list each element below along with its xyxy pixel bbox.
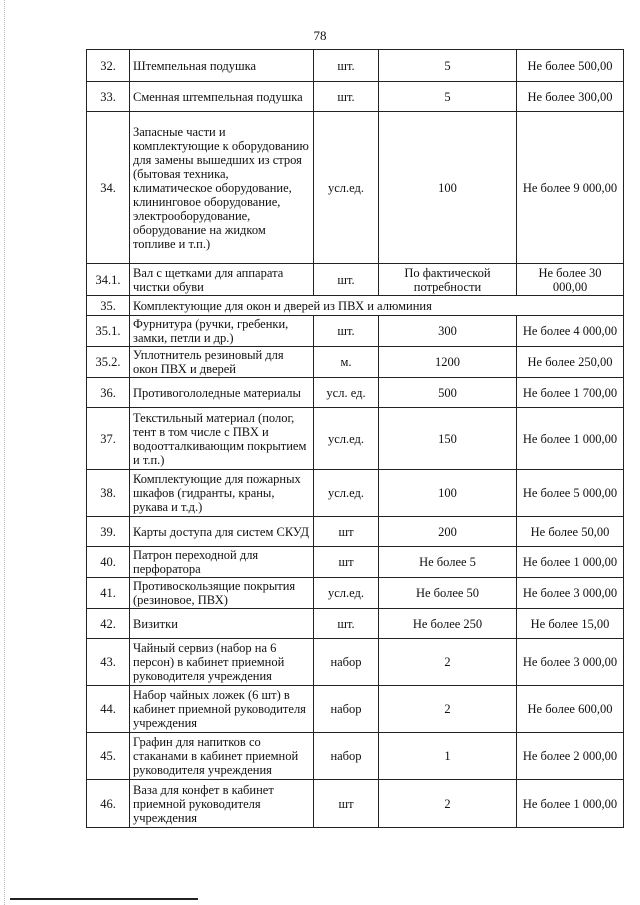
item-quantity: 200 <box>379 517 517 547</box>
item-quantity: 2 <box>379 686 517 733</box>
table-row <box>87 316 624 347</box>
row-number: 36. <box>87 378 130 408</box>
section-title: Комплектующие для окон и дверей из ПВХ и алюминия <box>130 296 624 316</box>
table-row <box>87 378 624 408</box>
item-unit: усл.ед. <box>314 112 379 264</box>
item-name: Патрон переходной для перфоратора <box>130 547 314 578</box>
item-quantity: Не более 250 <box>379 609 517 639</box>
item-name: Штемпельная подушка <box>130 50 314 82</box>
table-row <box>87 517 624 547</box>
item-quantity: 1200 <box>379 347 517 378</box>
item-unit: набор <box>314 733 379 780</box>
row-number: 32. <box>87 50 130 82</box>
item-name: Уплотнитель резиновый для окон ПВХ и дверей <box>130 347 314 378</box>
item-name: Комплектующие для пожарных шкафов (гидранты, краны, рукава и т.д.) <box>130 470 314 517</box>
row-number: 45. <box>87 733 130 780</box>
item-price: Не более 600,00 <box>517 686 624 733</box>
item-name: Противоскользящие покрытия (резиновое, ПВХ) <box>130 578 314 609</box>
row-number: 40. <box>87 547 130 578</box>
item-name: Вал с щетками для аппарата чистки обуви <box>130 264 314 296</box>
item-unit: усл.ед. <box>314 470 379 517</box>
item-quantity: Не более 50 <box>379 578 517 609</box>
item-quantity: 5 <box>379 82 517 112</box>
item-name: Ваза для конфет в кабинет приемной руководителя учреждения <box>130 780 314 828</box>
table-row <box>87 264 624 296</box>
item-unit: шт. <box>314 264 379 296</box>
row-number: 44. <box>87 686 130 733</box>
item-unit: усл.ед. <box>314 578 379 609</box>
item-name: Фурнитура (ручки, гребенки, замки, петли и др.) <box>130 316 314 347</box>
item-quantity: Не более 5 <box>379 547 517 578</box>
item-quantity: 100 <box>379 470 517 517</box>
item-quantity: 2 <box>379 639 517 686</box>
item-name: Чайный сервиз (набор на 6 персон) в кабинет приемной руководителя учреждения <box>130 639 314 686</box>
table-row <box>87 733 624 780</box>
item-price: Не более 500,00 <box>517 50 624 82</box>
item-name: Текстильный материал (полог, тент в том числе с ПВХ и водоотталкивающим покрытием и т.п.) <box>130 408 314 470</box>
row-number: 42. <box>87 609 130 639</box>
item-name: Сменная штемпельная подушка <box>130 82 314 112</box>
item-price: Не более 4 000,00 <box>517 316 624 347</box>
item-name: Набор чайных ложек (6 шт) в кабинет приемной руководителя учреждения <box>130 686 314 733</box>
item-name: Запасные части и комплектующие к оборудованию для замены вышедших из строя (бытовая техника, климатическое оборудование, клининговое оборудование, электрооборудование, оборудование на жидком топливе и т.п.) <box>130 112 314 264</box>
item-price: Не более 2 000,00 <box>517 733 624 780</box>
item-unit: шт. <box>314 609 379 639</box>
item-quantity: 150 <box>379 408 517 470</box>
item-name: Графин для напитков со стаканами в кабинет приемной руководителя учреждения <box>130 733 314 780</box>
table-row-section <box>87 296 624 316</box>
item-name: Карты доступа для систем СКУД <box>130 517 314 547</box>
item-price: Не более 30 000,00 <box>517 264 624 296</box>
table-row <box>87 112 624 264</box>
footnote-divider <box>10 898 198 900</box>
row-number: 35.1. <box>87 316 130 347</box>
row-number: 35.2. <box>87 347 130 378</box>
item-unit: шт <box>314 547 379 578</box>
row-number: 33. <box>87 82 130 112</box>
table-row <box>87 347 624 378</box>
item-quantity: 1 <box>379 733 517 780</box>
row-number: 39. <box>87 517 130 547</box>
table-row <box>87 686 624 733</box>
table-row <box>87 578 624 609</box>
item-name: Визитки <box>130 609 314 639</box>
item-price: Не более 15,00 <box>517 609 624 639</box>
row-number: 37. <box>87 408 130 470</box>
page-number: 78 <box>313 28 327 43</box>
item-unit: набор <box>314 639 379 686</box>
item-price: Не более 250,00 <box>517 347 624 378</box>
items-table <box>86 49 624 828</box>
row-number: 38. <box>87 470 130 517</box>
item-unit: шт. <box>314 82 379 112</box>
item-unit: набор <box>314 686 379 733</box>
table-row <box>87 408 624 470</box>
row-number: 34. <box>87 112 130 264</box>
item-quantity: 500 <box>379 378 517 408</box>
table-row <box>87 50 624 82</box>
item-price: Не более 9 000,00 <box>517 112 624 264</box>
item-unit: шт <box>314 780 379 828</box>
table-row <box>87 609 624 639</box>
table-row <box>87 639 624 686</box>
item-price: Не более 1 000,00 <box>517 547 624 578</box>
item-price: Не более 300,00 <box>517 82 624 112</box>
item-price: Не более 50,00 <box>517 517 624 547</box>
item-price: Не более 1 000,00 <box>517 780 624 828</box>
item-quantity: 5 <box>379 50 517 82</box>
row-number: 34.1. <box>87 264 130 296</box>
item-price: Не более 3 000,00 <box>517 639 624 686</box>
item-quantity: 100 <box>379 112 517 264</box>
scan-edge-divider <box>4 0 5 905</box>
item-price: Не более 1 700,00 <box>517 378 624 408</box>
item-quantity: По фактической потребности <box>379 264 517 296</box>
item-unit: усл.ед. <box>314 408 379 470</box>
item-quantity: 300 <box>379 316 517 347</box>
item-unit: шт. <box>314 50 379 82</box>
table-row <box>87 780 624 828</box>
item-unit: шт. <box>314 316 379 347</box>
table-row <box>87 82 624 112</box>
item-price: Не более 5 000,00 <box>517 470 624 517</box>
row-number: 35. <box>87 296 130 316</box>
item-price: Не более 3 000,00 <box>517 578 624 609</box>
item-unit: шт <box>314 517 379 547</box>
item-unit: м. <box>314 347 379 378</box>
row-number: 43. <box>87 639 130 686</box>
item-name: Противогололедные материалы <box>130 378 314 408</box>
row-number: 41. <box>87 578 130 609</box>
row-number: 46. <box>87 780 130 828</box>
item-quantity: 2 <box>379 780 517 828</box>
table-row <box>87 547 624 578</box>
item-unit: усл. ед. <box>314 378 379 408</box>
item-price: Не более 1 000,00 <box>517 408 624 470</box>
table-row <box>87 470 624 517</box>
